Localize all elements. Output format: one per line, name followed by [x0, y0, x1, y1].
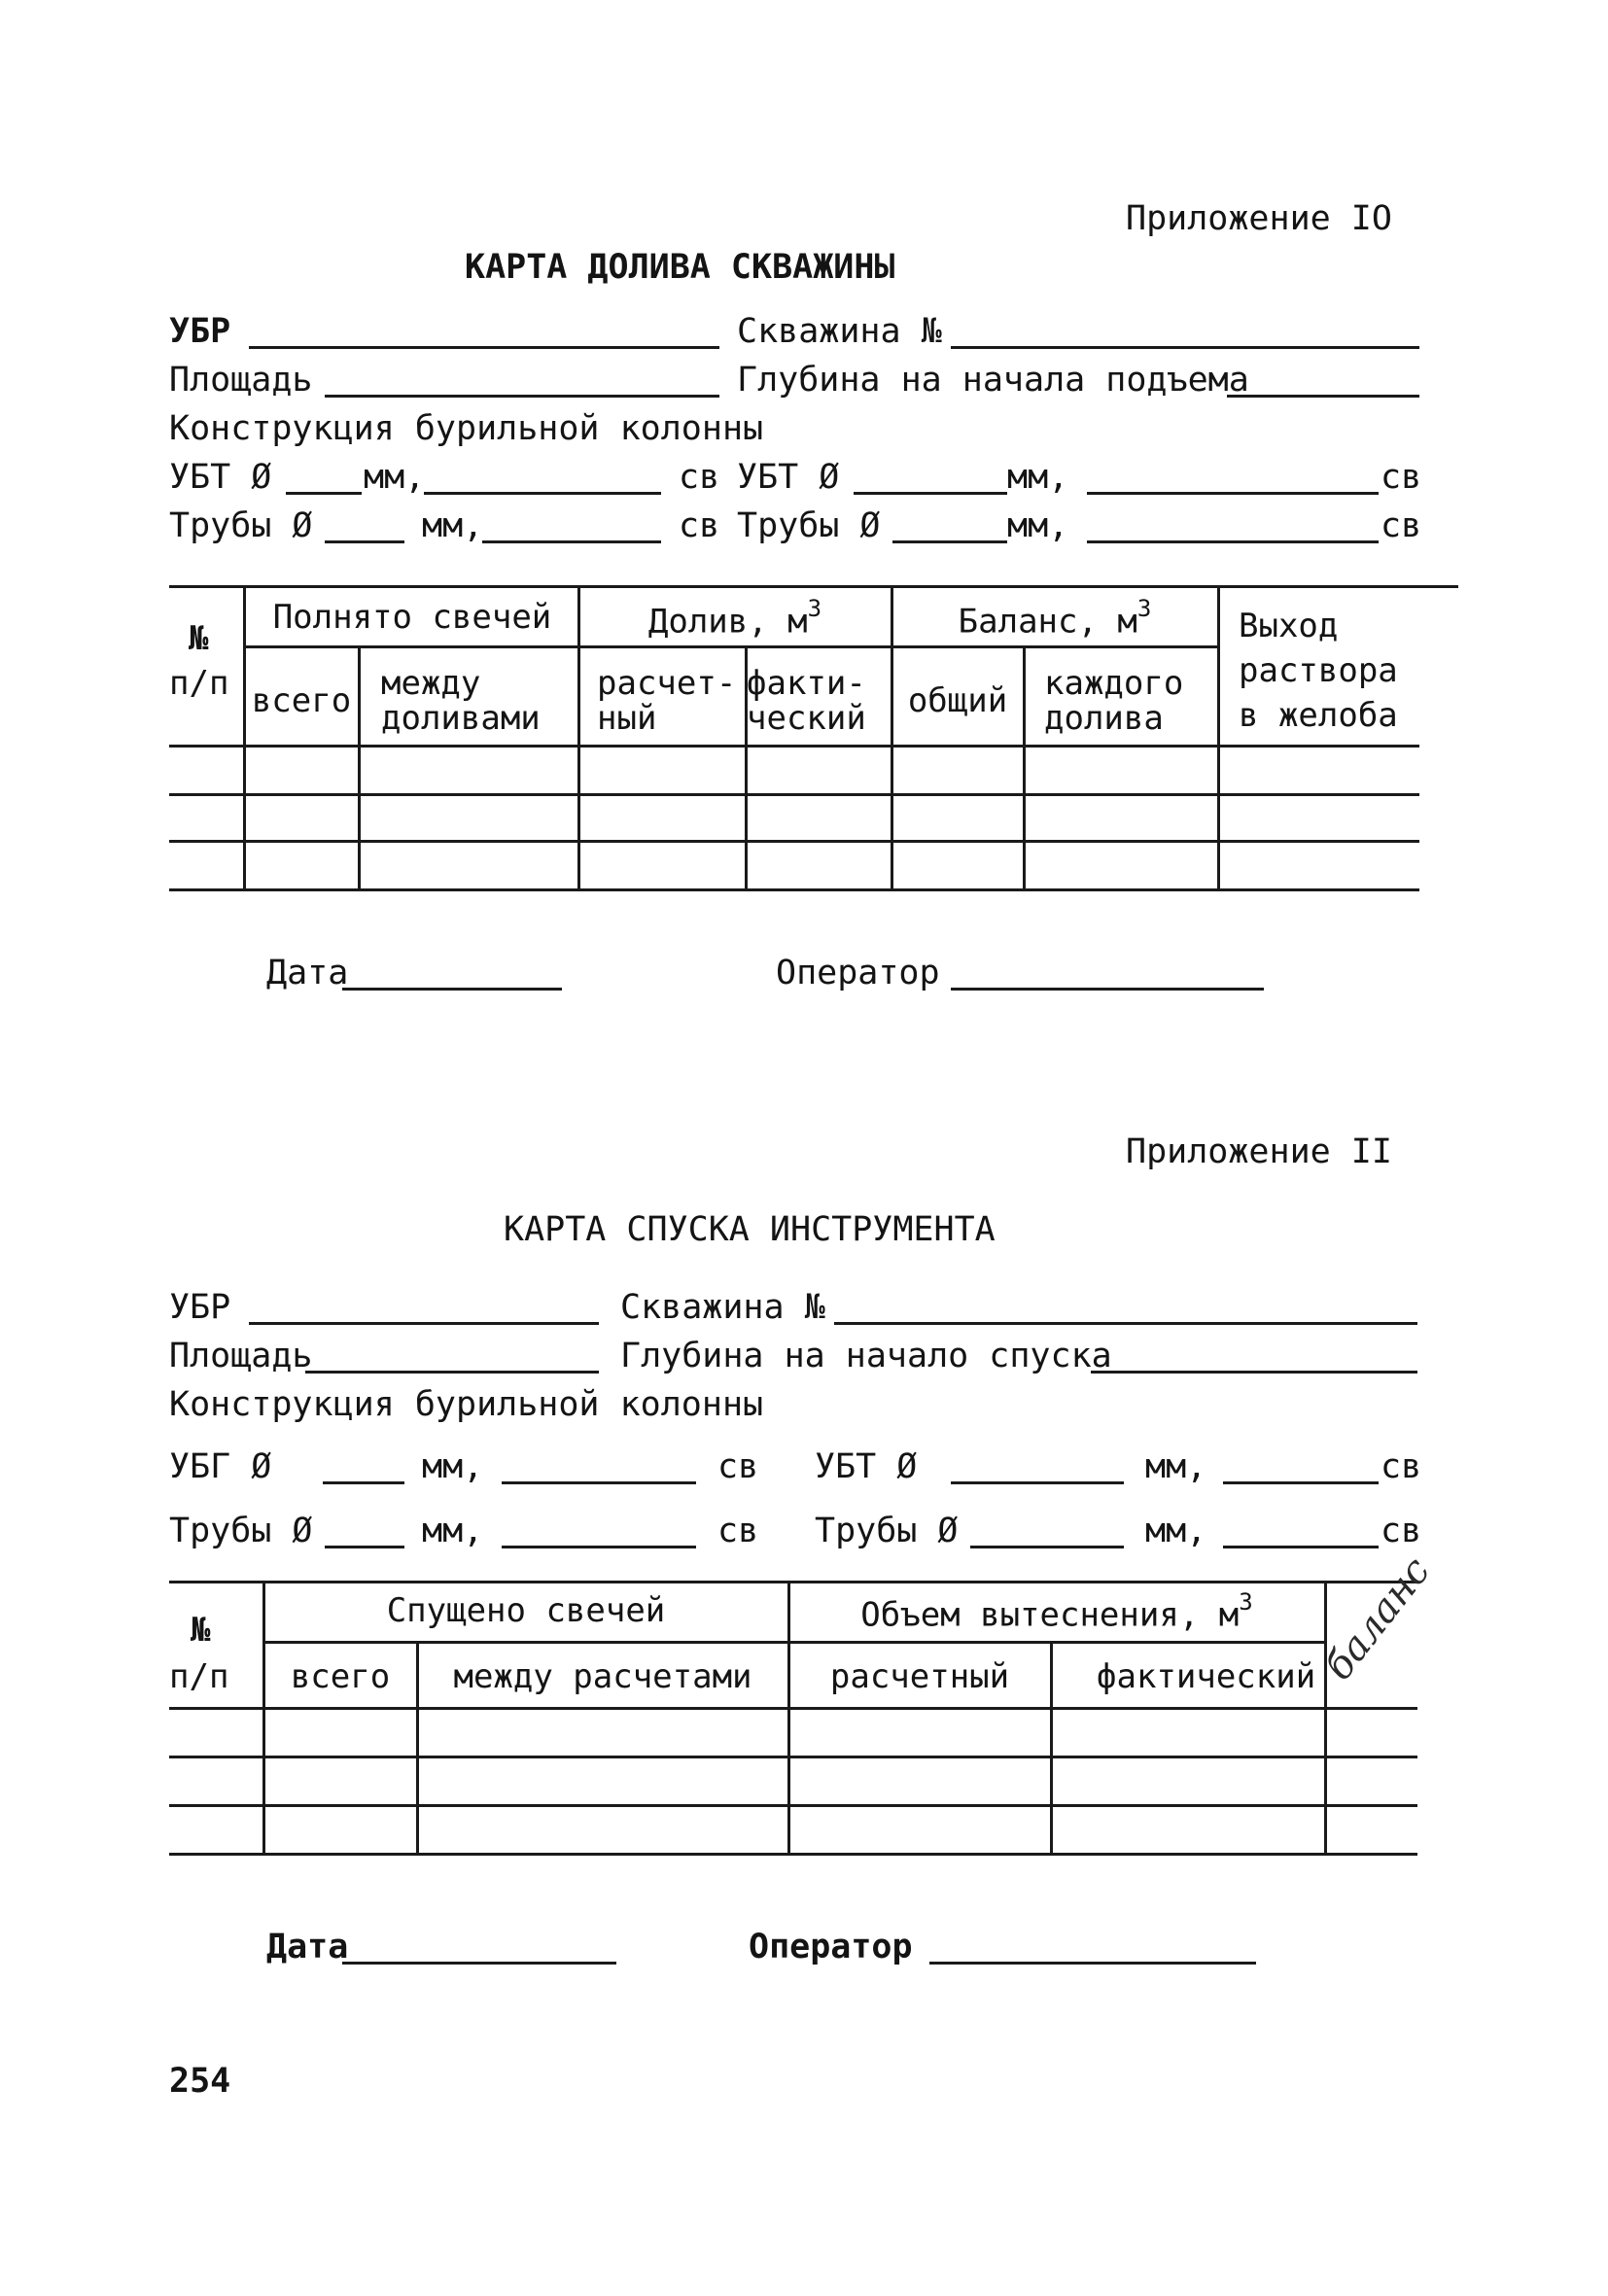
pipes-length-field-right[interactable] [1087, 540, 1379, 543]
pipes-diameter-field-right[interactable] [970, 1546, 1124, 1548]
date-field[interactable] [342, 988, 562, 991]
table-rule [169, 745, 1419, 748]
ubt-length-field[interactable] [502, 1481, 696, 1484]
table-rule [169, 585, 1458, 588]
area-field[interactable] [325, 395, 719, 398]
ubt-diameter-field-right[interactable] [951, 1481, 1124, 1484]
col-num-header: № [191, 1611, 211, 1650]
pipes-label: Трубы Ø [169, 1512, 313, 1550]
mm-label: мм, [422, 1512, 484, 1550]
ubr-label: УБР [169, 312, 231, 351]
area-field[interactable] [305, 1371, 599, 1374]
ubr-field[interactable] [249, 1322, 599, 1325]
ubr-label: УБР [169, 1288, 231, 1327]
form-title: КАРТА ДОЛИВА СКВАЖИНЫ [465, 248, 895, 287]
operator-field[interactable] [929, 1962, 1256, 1965]
sv-label: св [679, 458, 720, 497]
table-column-rule [1324, 1583, 1327, 1855]
ubt-length-field-right[interactable] [1223, 1481, 1379, 1484]
sv-label: св [1381, 458, 1422, 497]
col-topup-unit-sup: 3 [807, 595, 822, 622]
col-volume-label: Объем вытеснения, м [860, 1595, 1240, 1635]
pipes-length-field[interactable] [502, 1546, 696, 1548]
col-topup-calc-header: расчет-ный [597, 664, 737, 738]
ubt-label: УБТ Ø [169, 458, 272, 497]
area-label: Площадь [169, 361, 313, 400]
table-row[interactable] [169, 888, 1419, 891]
col-volume-unit-sup: 3 [1239, 1588, 1253, 1616]
col-num-header-2: п/п [169, 1657, 229, 1696]
well-number-field[interactable] [951, 346, 1419, 349]
well-label: Скважина № [620, 1288, 825, 1327]
ubt-length-field-right[interactable] [1087, 492, 1379, 495]
sv-label: св [1381, 1447, 1422, 1486]
operator-label: Оператор [776, 954, 940, 992]
sv-label: св [717, 1447, 759, 1486]
sv-label: св [1381, 1512, 1422, 1550]
col-balance-unit-sup: 3 [1136, 595, 1152, 622]
col-balance-label: Баланс, м [958, 602, 1137, 642]
ubt-label-right: УБТ Ø [815, 1447, 918, 1486]
ubt-label: УБГ Ø [169, 1447, 272, 1486]
depth-field[interactable] [1091, 1371, 1417, 1374]
col-lowered-header: Спущено свечей [386, 1591, 666, 1630]
col-volume-actual-header: фактический [1097, 1657, 1316, 1696]
table-row[interactable] [169, 1853, 1417, 1856]
sv-label: св [717, 1512, 759, 1550]
pipes-diameter-field[interactable] [325, 1546, 404, 1548]
ubt-diameter-field-right[interactable] [854, 492, 1007, 495]
col-lowered-between-header: между расчетами [453, 1657, 752, 1696]
col-num-header: № [189, 619, 209, 658]
col-raised-header: Полнято свечей [272, 598, 552, 637]
col-topup-label: Долив, м [647, 602, 808, 642]
handwriting-text: баланс [1315, 1548, 1440, 1689]
table-rule [264, 1641, 1326, 1644]
table-column-rule [358, 647, 361, 890]
form-title: КАРТА СПУСКА ИНСТРУМЕНТА [504, 1210, 996, 1249]
table-row[interactable] [169, 840, 1419, 843]
mm-label: мм, [1145, 1447, 1207, 1486]
col-balance-each-header: каждого долива [1044, 664, 1184, 738]
depth-field[interactable] [1227, 395, 1419, 398]
appendix-label: Приложение II [1126, 1132, 1392, 1171]
col-raised-total-header: всего [251, 681, 352, 720]
area-label: Площадь [169, 1337, 313, 1375]
table-rule [169, 1707, 1417, 1710]
col-volume-calc-header: расчетный [829, 1657, 1010, 1696]
table-column-rule [1050, 1643, 1053, 1855]
ubt-label-right: УБТ Ø [737, 458, 840, 497]
col-balance-header [892, 595, 1217, 642]
col-volume-header [789, 1588, 1324, 1635]
mm-label: мм, [422, 1447, 484, 1486]
date-field[interactable] [342, 1962, 616, 1965]
ubt-length-field[interactable] [424, 492, 661, 495]
page-number: 254 [169, 2062, 231, 2101]
sv-label: св [679, 506, 720, 545]
operator-label: Оператор [749, 1928, 913, 1966]
col-num-header-2: п/п [169, 664, 229, 703]
mm-label: мм, [1145, 1512, 1207, 1550]
pipes-length-field-right[interactable] [1223, 1546, 1379, 1548]
ubr-field[interactable] [249, 346, 719, 349]
table-row[interactable] [169, 793, 1419, 796]
col-raised-between-header: между доливами [381, 664, 541, 738]
pipes-label-right: Трубы Ø [815, 1512, 959, 1550]
date-label: Дата [266, 954, 349, 992]
operator-field[interactable] [951, 988, 1264, 991]
sv-label: св [1381, 506, 1422, 545]
appendix-label: Приложение IO [1126, 199, 1392, 238]
pipes-length-field[interactable] [482, 540, 661, 543]
depth-label: Глубина на начала подъема [737, 361, 1249, 400]
construction-label: Конструкция бурильной колонны [169, 1385, 764, 1424]
table-rule [169, 1581, 1417, 1583]
depth-label: Глубина на начало спуска [620, 1337, 1112, 1375]
date-label: Дата [266, 1928, 349, 1966]
pipes-label-right: Трубы Ø [737, 506, 881, 545]
ubt-diameter-field[interactable] [323, 1481, 404, 1484]
table-row[interactable] [169, 1756, 1417, 1758]
col-lowered-total-header: всего [290, 1657, 391, 1696]
table-rule [245, 645, 1217, 648]
col-balance-total-header: общий [907, 681, 1008, 720]
col-topup-actual-header: факти-ческий [747, 664, 866, 738]
table-column-rule [1023, 647, 1026, 890]
construction-label: Конструкция бурильной колонны [169, 409, 764, 448]
table-column-rule [243, 587, 246, 890]
col-topup-header [579, 595, 891, 642]
pipes-diameter-field-right[interactable] [892, 540, 1007, 543]
handwritten-note [1315, 1548, 1440, 1703]
pipes-label: Трубы Ø [169, 506, 313, 545]
well-number-field[interactable] [834, 1322, 1417, 1325]
mm-label: мм, [1007, 458, 1069, 497]
table-row[interactable] [169, 1804, 1417, 1807]
mm-label: мм, [422, 506, 484, 545]
pipes-diameter-field[interactable] [325, 540, 404, 543]
table-column-rule [1217, 587, 1220, 890]
ubt-diameter-field[interactable] [286, 492, 362, 495]
col-exit-header: Выход раствора в желоба [1239, 607, 1398, 735]
well-label: Скважина № [737, 312, 942, 351]
mm-label: мм, [364, 458, 426, 497]
mm-label: мм, [1007, 506, 1069, 545]
